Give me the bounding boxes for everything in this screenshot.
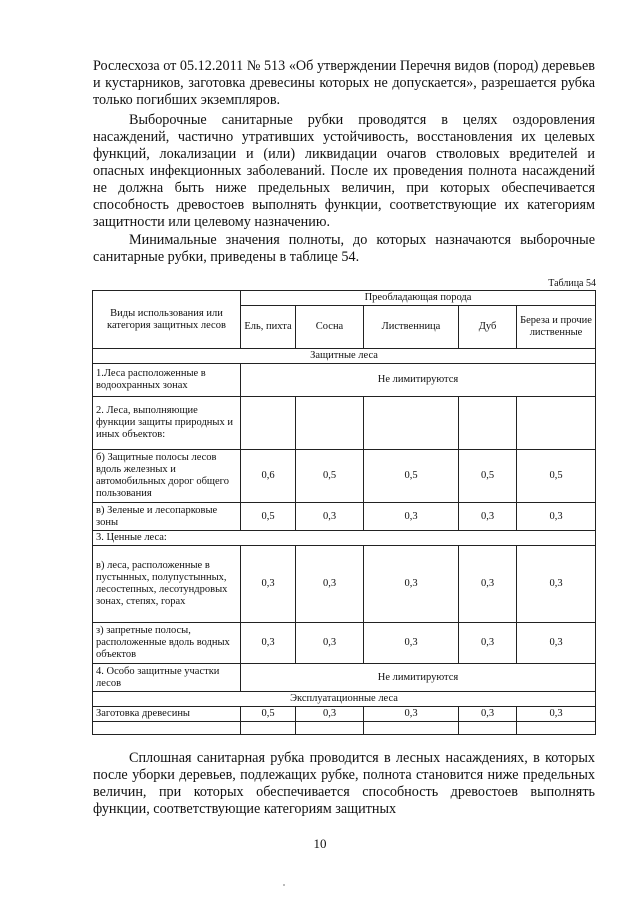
value-cell: 0,3 bbox=[364, 707, 459, 722]
empty-cell bbox=[93, 722, 241, 735]
paragraph-decree-reference bbox=[93, 58, 595, 109]
row-label: 1.Леса расположенные в водоохранных зонах bbox=[93, 364, 241, 397]
table-row bbox=[93, 531, 596, 546]
table-row bbox=[93, 503, 596, 531]
value-cell: 0,3 bbox=[517, 623, 596, 664]
value-cell: 0,3 bbox=[364, 546, 459, 623]
value-cell: 0,3 bbox=[296, 707, 364, 722]
value-cell: 0,3 bbox=[296, 623, 364, 664]
row-label: в) Зеленые и лесопарковые зоны bbox=[93, 503, 241, 531]
value-cell: 0,5 bbox=[296, 450, 364, 503]
not-limited-cell: Не лимитируются bbox=[241, 364, 596, 397]
value-cell: 0,3 bbox=[517, 503, 596, 531]
row-label-valuable-forests: 3. Ценные леса: bbox=[93, 531, 596, 546]
value-cell: 0,3 bbox=[241, 623, 296, 664]
value-cell: 0,3 bbox=[517, 546, 596, 623]
row-label: б) Защитные полосы лесов вдоль железных и автомобильных дорог общего пользования bbox=[93, 450, 241, 503]
empty-cell bbox=[296, 722, 364, 735]
table-row bbox=[93, 546, 596, 623]
value-cell: 0,3 bbox=[296, 503, 364, 531]
table-row-empty bbox=[93, 722, 596, 735]
value-cell: 0,3 bbox=[364, 623, 459, 664]
empty-cell bbox=[241, 397, 296, 450]
value-cell: 0,5 bbox=[364, 450, 459, 503]
empty-cell bbox=[364, 722, 459, 735]
empty-cell bbox=[517, 722, 596, 735]
empty-cell bbox=[459, 722, 517, 735]
value-cell: 0,3 bbox=[241, 546, 296, 623]
row-label: Заготовка древесины bbox=[93, 707, 241, 722]
table-header-row bbox=[93, 291, 596, 306]
empty-cell bbox=[517, 397, 596, 450]
paragraph-text: Рослесхоза от 05.12.2011 № 513 «Об утверждении Перечня видов (пород) деревьев и кустарников, заготовка древесины которых не допускается», разрешается рубка только погибших экземпляров. bbox=[93, 58, 595, 108]
value-cell: 0,5 bbox=[241, 707, 296, 722]
table-row bbox=[93, 397, 596, 450]
table-row bbox=[93, 450, 596, 503]
table-row bbox=[93, 707, 596, 722]
paragraph-text: Выборочные санитарные рубки проводятся в целях оздоровления насаждений, частично утративших устойчивость, восстановления их целевых функций, локализации и (или) ликвидации очагов стволовых вредителей и опасных инфекционных заболеваний. После их проведения полнота насаждений не должна быть ниже предельных величин, при которых обеспечивается способность древостоев выполнять функции, соответствующие их категориям защитности или целевому назначению. bbox=[93, 112, 595, 230]
section-row-exploitation bbox=[93, 692, 596, 707]
value-cell: 0,3 bbox=[459, 503, 517, 531]
empty-cell bbox=[459, 397, 517, 450]
empty-cell bbox=[241, 722, 296, 735]
page-number: 10 bbox=[313, 836, 327, 851]
row-label: в) леса, расположенные в пустынных, полупустынных, лесостепных, лесотундровых зонах, степях, горах bbox=[93, 546, 241, 623]
table-row bbox=[93, 623, 596, 664]
density-table bbox=[92, 290, 596, 735]
section-row-protective bbox=[93, 349, 596, 364]
value-cell: 0,3 bbox=[517, 707, 596, 722]
row-label: 4. Особо защитные участки лесов bbox=[93, 664, 241, 692]
header-spruce-fir: Ель, пихта bbox=[241, 306, 296, 349]
value-cell: 0,5 bbox=[459, 450, 517, 503]
value-cell: 0,6 bbox=[241, 450, 296, 503]
table-row bbox=[93, 364, 596, 397]
section-protective-forests: Защитные леса bbox=[93, 349, 596, 364]
value-cell: 0,3 bbox=[364, 503, 459, 531]
value-cell: 0,3 bbox=[459, 707, 517, 722]
row-label: 2. Леса, выполняющие функции защиты природных и иных объектов: bbox=[93, 397, 241, 450]
value-cell: 0,5 bbox=[517, 450, 596, 503]
paragraph-clear-cutting bbox=[93, 750, 595, 818]
header-birch-other: Береза и прочие лиственные bbox=[517, 306, 596, 349]
header-oak: Дуб bbox=[459, 306, 517, 349]
value-cell: 0,3 bbox=[459, 623, 517, 664]
paragraph-text: Минимальные значения полноты, до которых назначаются выборочные санитарные рубки, приведены в таблице 54. bbox=[93, 232, 595, 265]
empty-cell bbox=[296, 397, 364, 450]
empty-cell bbox=[364, 397, 459, 450]
section-exploitation-forests: Эксплуатационные леса bbox=[93, 692, 596, 707]
table-caption: Таблица 54 bbox=[548, 278, 596, 289]
paragraph-selective-cuttings bbox=[93, 112, 595, 231]
paragraph-table-intro bbox=[93, 232, 595, 266]
paragraph-text: Сплошная санитарная рубка проводится в лесных насаждениях, в которых после уборки деревьев, подлежащих рубке, полнота становится ниже предельных величин, при которых обеспечивается способность древостоев выполнять функции, соответствующие категориям защитных bbox=[93, 750, 595, 817]
header-category: Виды использования или категория защитных лесов bbox=[93, 291, 241, 349]
value-cell: 0,3 bbox=[296, 546, 364, 623]
header-larch: Лиственница bbox=[364, 306, 459, 349]
header-dominant-species: Преобладающая порода bbox=[241, 291, 596, 306]
row-label: з) запретные полосы, расположенные вдоль водных объектов bbox=[93, 623, 241, 664]
header-pine: Сосна bbox=[296, 306, 364, 349]
scan-speck bbox=[283, 884, 285, 886]
value-cell: 0,5 bbox=[241, 503, 296, 531]
not-limited-cell: Не лимитируются bbox=[241, 664, 596, 692]
value-cell: 0,3 bbox=[459, 546, 517, 623]
table-row bbox=[93, 664, 596, 692]
